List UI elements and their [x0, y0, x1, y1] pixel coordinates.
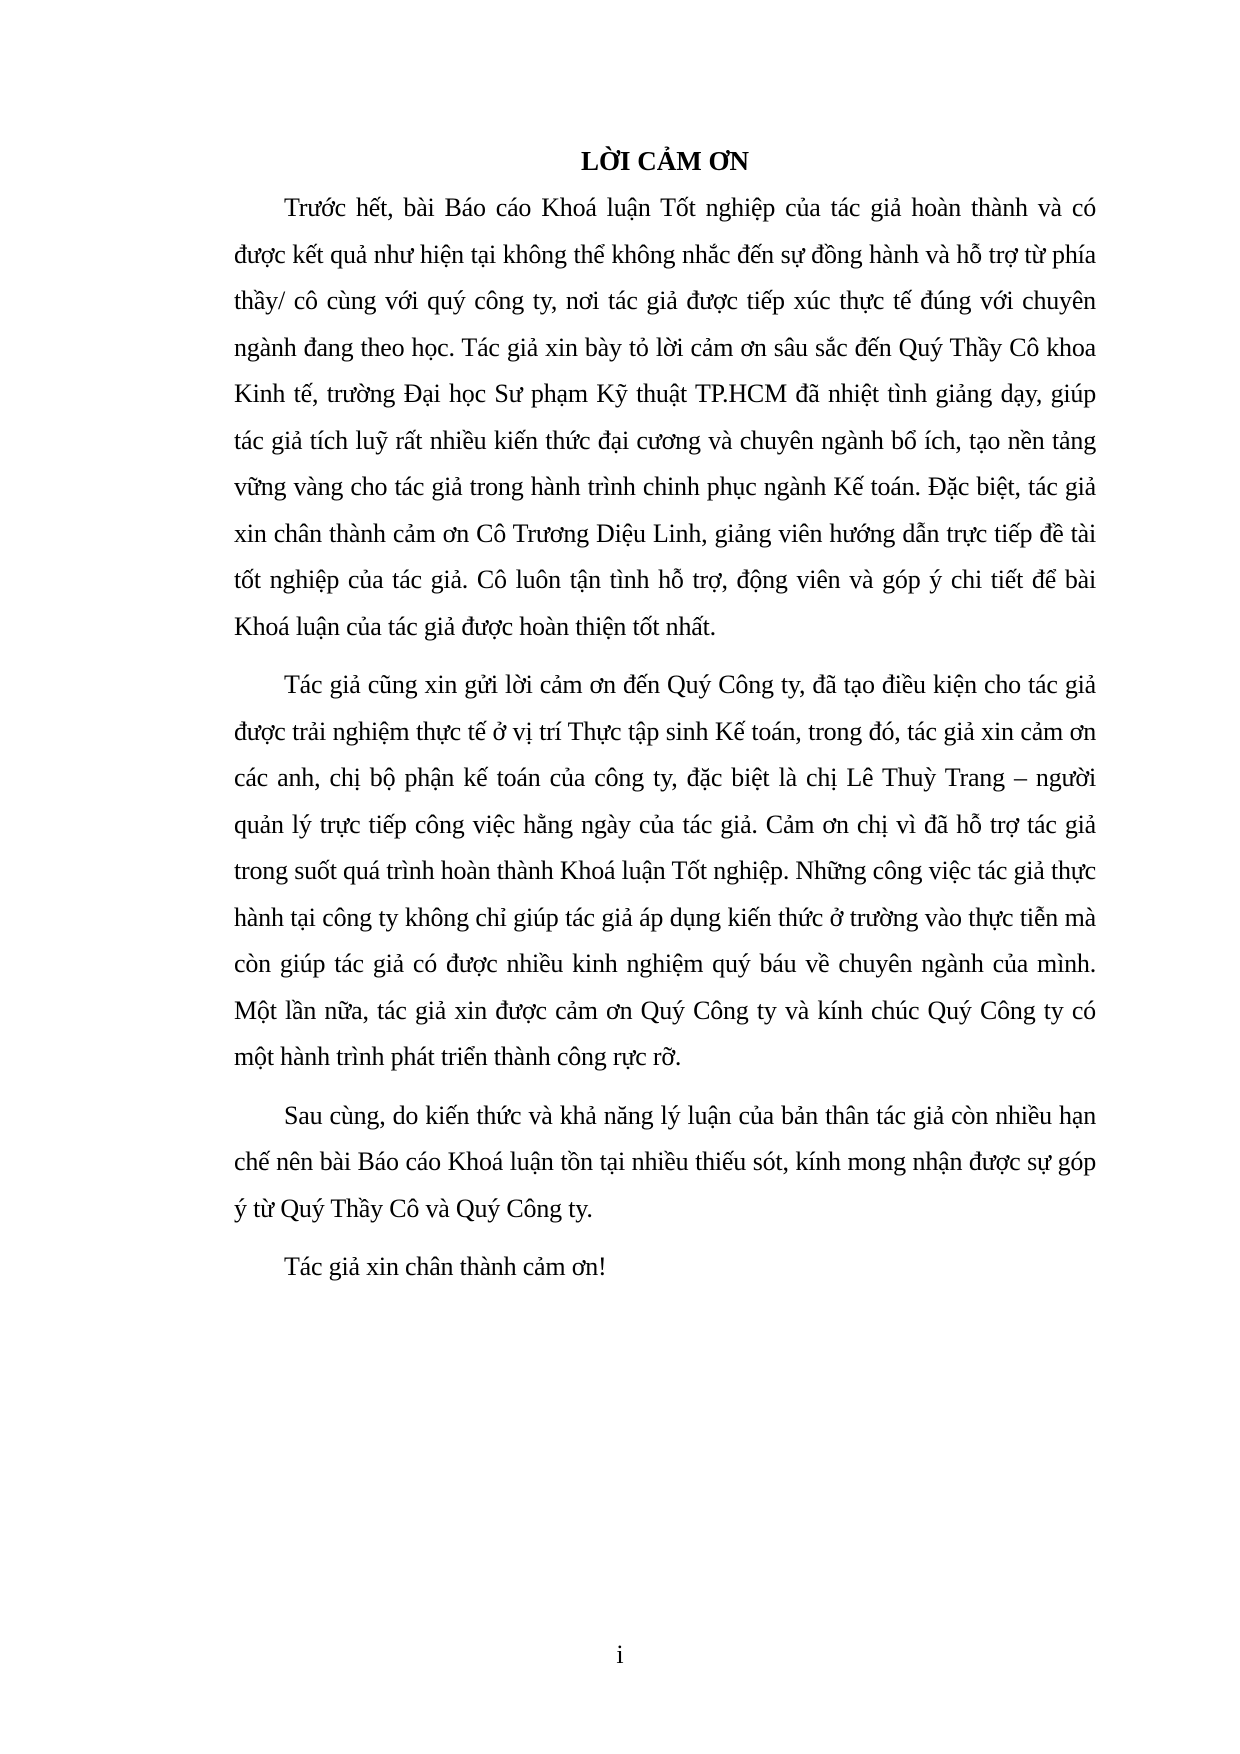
paragraph-intro: Trước hết, bài Báo cáo Khoá luận Tốt nghiệp của tác giả hoàn thành và có được kết quả như hiện tại không thể không nhắc đến sự đồng hành và hỗ trợ từ phía thầy/ cô cùng với quý công ty, nơi tác giả được tiếp xúc thực tế đúng với chuyên ngành đang theo học. Tác giả xin bày tỏ lời cảm ơn sâu sắc đến Quý Thầy Cô khoa Kinh tế, trường Đại học Sư phạm Kỹ thuật TP.HCM đã nhiệt tình giảng dạy, giúp tác giả tích luỹ rất nhiều kiến thức đại cương và chuyên ngành bổ ích, tạo nền tảng vững vàng cho tác giả trong hành trình chinh phục ngành Kế toán. Đặc biệt, tác giả xin chân thành cảm ơn Cô Trương Diệu Linh, giảng viên hướng dẫn trực tiếp đề tài tốt nghiệp của tác giả. Cô luôn tận tình hỗ trợ, động viên và góp ý chi tiết để bài Khoá luận của tác giả được hoàn thiện tốt nhất.	[234, 193, 1096, 641]
paragraph-company-thanks: Tác giả cũng xin gửi lời cảm ơn đến Quý Công ty, đã tạo điều kiện cho tác giả được trải nghiệm thực tế ở vị trí Thực tập sinh Kế toán, trong đó, tác giả xin cảm ơn các anh, chị bộ phận kế toán của công ty, đặc biệt là chị Lê Thuỳ Trang – người quản lý trực tiếp công việc hằng ngày của tác giả. Cảm ơn chị vì đã hỗ trợ tác giả trong suốt quá trình hoàn thành Khoá luận Tốt nghiệp. Những công việc tác giả thực hành tại công ty không chỉ giúp tác giả áp dụng kiến thức ở trường vào thực tiễn mà còn giúp tác giả có được nhiều kinh nghiệm quý báu về chuyên ngành của mình. Một lần nữa, tác giả xin được cảm ơn Quý Công ty và kính chúc Quý Công ty có một hành trình phát triển thành công rực rỡ.	[234, 670, 1096, 1071]
page-content	[234, 143, 1096, 1303]
paragraph-conclusion: Sau cùng, do kiến thức và khả năng lý luận của bản thân tác giả còn nhiều hạn chế nên bài Báo cáo Khoá luận tồn tại nhiều thiếu sót, kính mong nhận được sự góp ý từ Quý Thầy Cô và Quý Công ty.	[234, 1100, 1096, 1223]
page-number: i	[616, 1640, 624, 1669]
closing-line: Tác giả xin chân thành cảm ơn!	[284, 1252, 607, 1281]
page-title: LỜI CẢM ƠN	[581, 146, 749, 176]
